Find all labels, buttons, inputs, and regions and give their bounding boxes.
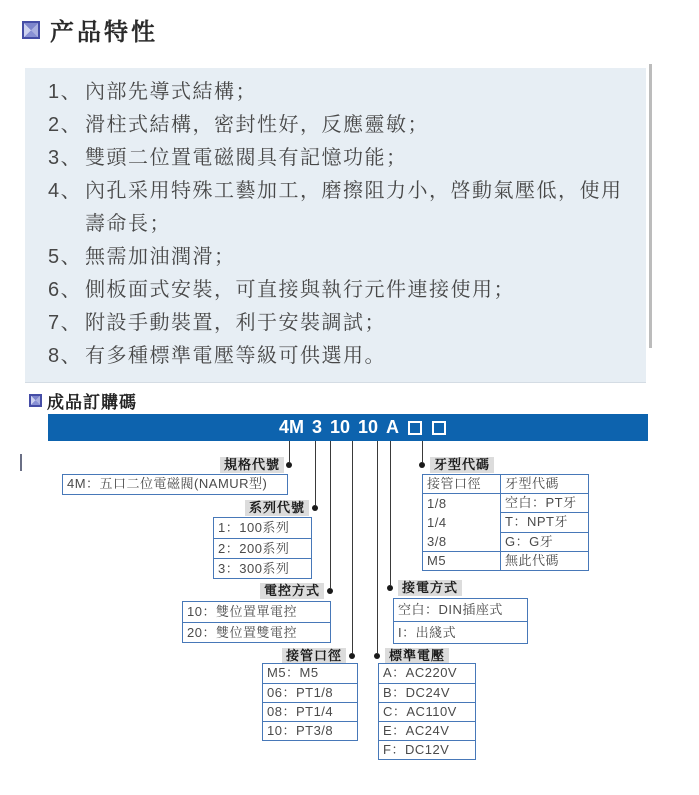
gem-square-icon bbox=[29, 394, 42, 407]
page-header bbox=[22, 12, 158, 47]
feature-text: 無需加油潤滑； bbox=[85, 246, 236, 268]
connector-line bbox=[315, 441, 316, 505]
size-value: 1/4 bbox=[427, 515, 447, 530]
table-row: 3：300系列 bbox=[214, 558, 311, 578]
connector-line bbox=[390, 441, 391, 585]
order-code-bar bbox=[48, 414, 648, 441]
connector-line bbox=[352, 441, 353, 653]
group-label-spec: 規格代號 bbox=[220, 457, 284, 473]
feature-item bbox=[48, 175, 628, 241]
connector-line bbox=[289, 441, 290, 462]
feature-item bbox=[48, 340, 628, 373]
code-part: A bbox=[386, 417, 400, 437]
connector-line bbox=[422, 441, 423, 462]
table-row: C：AC110V bbox=[379, 702, 475, 721]
connector-bullet bbox=[312, 505, 318, 511]
order-section-title: 成品訂購碼 bbox=[47, 393, 137, 412]
group-label-port: 接管口徑 bbox=[282, 648, 346, 664]
table-row bbox=[423, 552, 589, 571]
table-cell: T：NPT牙 bbox=[501, 513, 589, 532]
table-row: A：AC220V bbox=[383, 665, 458, 680]
table-row: 08：PT1/4 bbox=[263, 702, 357, 721]
group-label-volt: 標準電壓 bbox=[385, 648, 449, 664]
code-part: 10 bbox=[358, 417, 379, 437]
table-row: 2：200系列 bbox=[214, 538, 311, 558]
connector-bullet bbox=[349, 653, 355, 659]
table-row: 10：雙位置單電控 bbox=[187, 604, 297, 619]
size-value: 1/8 bbox=[427, 496, 447, 511]
panel-right-edge-line bbox=[649, 64, 652, 348]
feature-text: 附設手動裝置，利于安裝調試； bbox=[85, 312, 386, 334]
feature-text: 有多種標準電壓等級可供選用。 bbox=[85, 345, 386, 367]
table-row: M5：M5 bbox=[267, 665, 319, 680]
table-row: 1：100系列 bbox=[218, 520, 290, 535]
electric-control-table bbox=[182, 601, 331, 643]
thread-code-table bbox=[422, 474, 589, 571]
code-part: 10 bbox=[329, 417, 351, 437]
connection-type-table bbox=[393, 598, 528, 644]
feature-text: 雙頭二位置電磁閥具有記憶功能； bbox=[85, 147, 408, 169]
feature-number: 8、 bbox=[48, 345, 83, 367]
table-row: B：DC24V bbox=[379, 683, 475, 702]
feature-number: 2、 bbox=[48, 114, 83, 136]
feature-number: 4、 bbox=[48, 180, 83, 202]
feature-item bbox=[48, 76, 628, 109]
table-row bbox=[423, 494, 589, 513]
table-cell: 無此代碼 bbox=[501, 552, 589, 571]
feature-number: 5、 bbox=[48, 246, 83, 268]
feature-item bbox=[48, 109, 628, 142]
connector-bullet bbox=[327, 588, 333, 594]
group-label-thread: 牙型代碼 bbox=[430, 457, 494, 473]
table-row: 20：雙位置雙電控 bbox=[183, 622, 330, 642]
group-label-elec: 電控方式 bbox=[260, 583, 324, 599]
feature-number: 7、 bbox=[48, 312, 83, 334]
connector-bullet bbox=[387, 585, 393, 591]
group-label-series: 系列代號 bbox=[245, 500, 309, 516]
table-cell: 空白：PT牙 bbox=[501, 494, 589, 513]
features-panel bbox=[25, 68, 646, 383]
feature-item bbox=[48, 307, 628, 340]
table-row: E：AC24V bbox=[379, 721, 475, 740]
feature-number: 3、 bbox=[48, 147, 83, 169]
page-tick-mark bbox=[20, 454, 22, 471]
table-header-cell: 接管口徑 bbox=[423, 475, 501, 494]
page-title: 产品特性 bbox=[50, 19, 158, 46]
spec-code-table bbox=[62, 474, 288, 495]
series-code-table bbox=[213, 517, 312, 579]
connector-bullet bbox=[374, 653, 380, 659]
feature-item bbox=[48, 241, 628, 274]
feature-item bbox=[48, 274, 628, 307]
table-row: 4M：五口二位電磁閥(NAMUR型) bbox=[67, 476, 268, 491]
code-blank-box bbox=[408, 421, 422, 435]
table-cell-sizes bbox=[423, 494, 501, 552]
code-part: 4M bbox=[278, 417, 304, 437]
feature-text: 內部先導式結構； bbox=[85, 81, 257, 103]
table-cell: G：G牙 bbox=[501, 532, 589, 551]
feature-text: 側板面式安裝，可直接與執行元件連接使用； bbox=[85, 279, 515, 301]
connector-line bbox=[330, 441, 331, 588]
table-row: 10：PT3/8 bbox=[263, 721, 357, 740]
size-value: 3/8 bbox=[427, 534, 447, 549]
connector-bullet bbox=[286, 462, 292, 468]
code-part: 3 bbox=[311, 417, 322, 437]
table-header-cell: 牙型代碼 bbox=[501, 475, 589, 494]
voltage-table bbox=[378, 663, 476, 760]
table-cell: M5 bbox=[423, 552, 501, 571]
table-row: 空白：DIN插座式 bbox=[398, 602, 503, 617]
connector-line bbox=[377, 441, 378, 653]
port-size-table bbox=[262, 663, 358, 741]
table-row: F：DC12V bbox=[379, 740, 475, 759]
group-label-conn: 接電方式 bbox=[398, 580, 462, 596]
table-row bbox=[423, 475, 589, 494]
table-row: I：出綫式 bbox=[394, 621, 527, 643]
feature-text: 內孔采用特殊工藝加工，磨擦阻力小，啓動氣壓低，使用壽命長； bbox=[85, 180, 623, 235]
connector-bullet bbox=[419, 462, 425, 468]
feature-text: 滑柱式結構，密封性好，反應靈敏； bbox=[85, 114, 429, 136]
feature-number: 6、 bbox=[48, 279, 83, 301]
table-row: 06：PT1/8 bbox=[263, 683, 357, 702]
feature-number: 1、 bbox=[48, 81, 83, 103]
gem-square-icon bbox=[22, 21, 40, 39]
code-blank-box bbox=[432, 421, 446, 435]
feature-item bbox=[48, 142, 628, 175]
order-section-header bbox=[29, 388, 137, 413]
